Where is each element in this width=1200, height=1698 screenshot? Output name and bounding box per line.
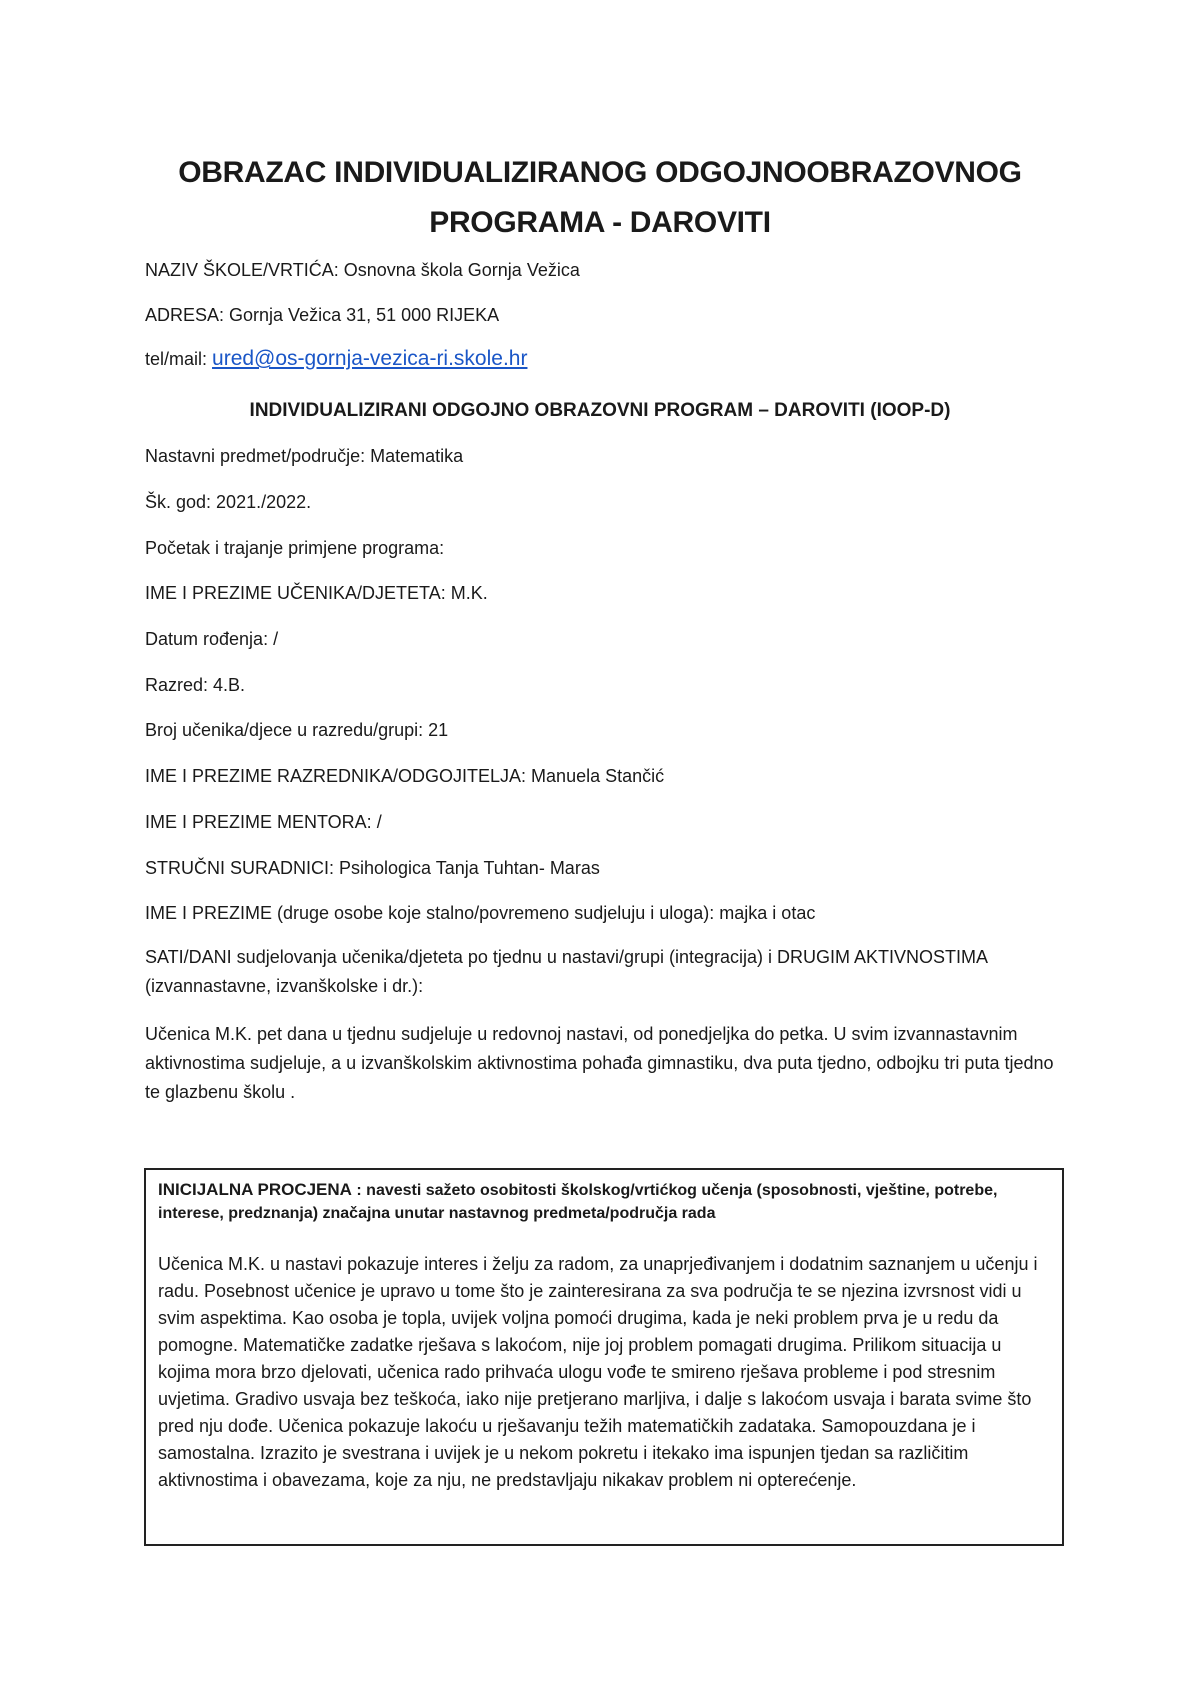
student-name-field: IME I PREZIME UČENIKA/DJETETA: M.K. [145, 583, 488, 603]
document-title [100, 148, 1100, 248]
assessment-body: Učenica M.K. u nastavi pokazuje interes i želju za radom, za unaprjeđivanjem i dodatnim saznanjem u učenju i radu. Posebnost učenice je upravo u tome što je zainteresirana za sva područja te se njezina izvrsnost vidi u svim aspektima. Kao osoba je topla, uvijek voljna pomoći drugima, kada je neki problem prva je u redu da pomogne. Matematičke zadatke rješava s lakoćom, nije joj problem pomagati drugima. Prilikom situacija u kojima mora brzo djelovati, učenica rado prihvaća ulogu vođe te smireno rješava probleme i pod stresnim uvjetima. Gradivo usvaja bez teškoća, iako nije pretjerano marljiva, i dalje s lakoćom usvaja i barata svime što pred nju dođe. Učenica pokazuje lakoću u rješavanju težih matematičkih zadataka. Samopouzdana je i samostalna. Izrazito je svestrana i uvijek je u nekom pokretu i itekako ima ispunjen tjedan sa različitim aktivnostima i obavezama, koje za nju, ne predstavljaju nikakav problem ni opterećenje. [158, 1254, 1038, 1490]
contact-line [145, 347, 527, 371]
document-title-line-1: OBRAZAC INDIVIDUALIZIRANOG ODGOJNOOBRAZOVNOG [178, 156, 1022, 189]
program-subtitle: INDIVIDUALIZIRANI ODGOJNO OBRAZOVNI PROGRAM – DAROVITI (IOOP-D) [249, 400, 951, 421]
mentor-field: IME I PREZIME MENTORA: / [145, 812, 382, 832]
initial-assessment-box [144, 1168, 1064, 1546]
birth-date-field: Datum rođenja: / [145, 629, 279, 649]
program-start-field: Početak i trajanje primjene programa: [145, 538, 445, 558]
assessment-heading-lead: INICIJALNA PROCJENA [158, 1180, 352, 1199]
contact-label: tel/mail: [145, 349, 213, 369]
school-address: ADRESA: Gornja Vežica 31, 51 000 RIJEKA [145, 305, 500, 325]
associates-field: STRUČNI SURADNICI: Psihologica Tanja Tuhtan- Maras [145, 858, 600, 878]
assessment-heading [158, 1178, 1050, 1225]
school-year-field: Šk. god: 2021./2022. [145, 492, 312, 512]
school-name: NAZIV ŠKOLE/VRTIĆA: Osnovna škola Gornja Vežica [145, 260, 580, 280]
hours-heading: SATI/DANI sudjelovanja učenika/djeteta po tjednu u nastavi/grupi (integracija) i DRUGIM AKTIVNOSTIMA (izvannastavne, izvanškolske i dr.): [145, 947, 988, 996]
subject-field: Nastavni predmet/područje: Matematika [145, 446, 464, 466]
assessment-heading-rest: : navesti sažeto osobitosti školskog/vrtićkog učenja (sposobnosti, vještine, potrebe, interese, predznanja) značajna unutar nastavnog predmeta/područja rada [158, 1182, 998, 1222]
grade-field: Razred: 4.B. [145, 675, 246, 695]
class-size-field: Broj učenika/djece u razredu/grupi: 21 [145, 720, 449, 740]
document-title-line-2: PROGRAMA - DAROVITI [429, 206, 771, 239]
class-teacher-field: IME I PREZIME RAZREDNIKA/ODGOJITELJA: Manuela Stančić [145, 766, 665, 786]
other-persons-field: IME I PREZIME (druge osobe koje stalno/povremeno sudjeluju i uloga): majka i otac [145, 903, 816, 923]
contact-email-link[interactable]: ured@os-gornja-vezica-ri.skole.hr [212, 347, 528, 370]
hours-text: Učenica M.K. pet dana u tjednu sudjeluje u redovnoj nastavi, od ponedjeljka do petka. U svim izvannastavnim aktivnostima sudjeluje, a u izvanškolskim aktivnostima pohađa gimnastiku, dva puta tjedno, odbojku tri puta tjedno te glazbenu školu . [145, 1024, 1054, 1102]
